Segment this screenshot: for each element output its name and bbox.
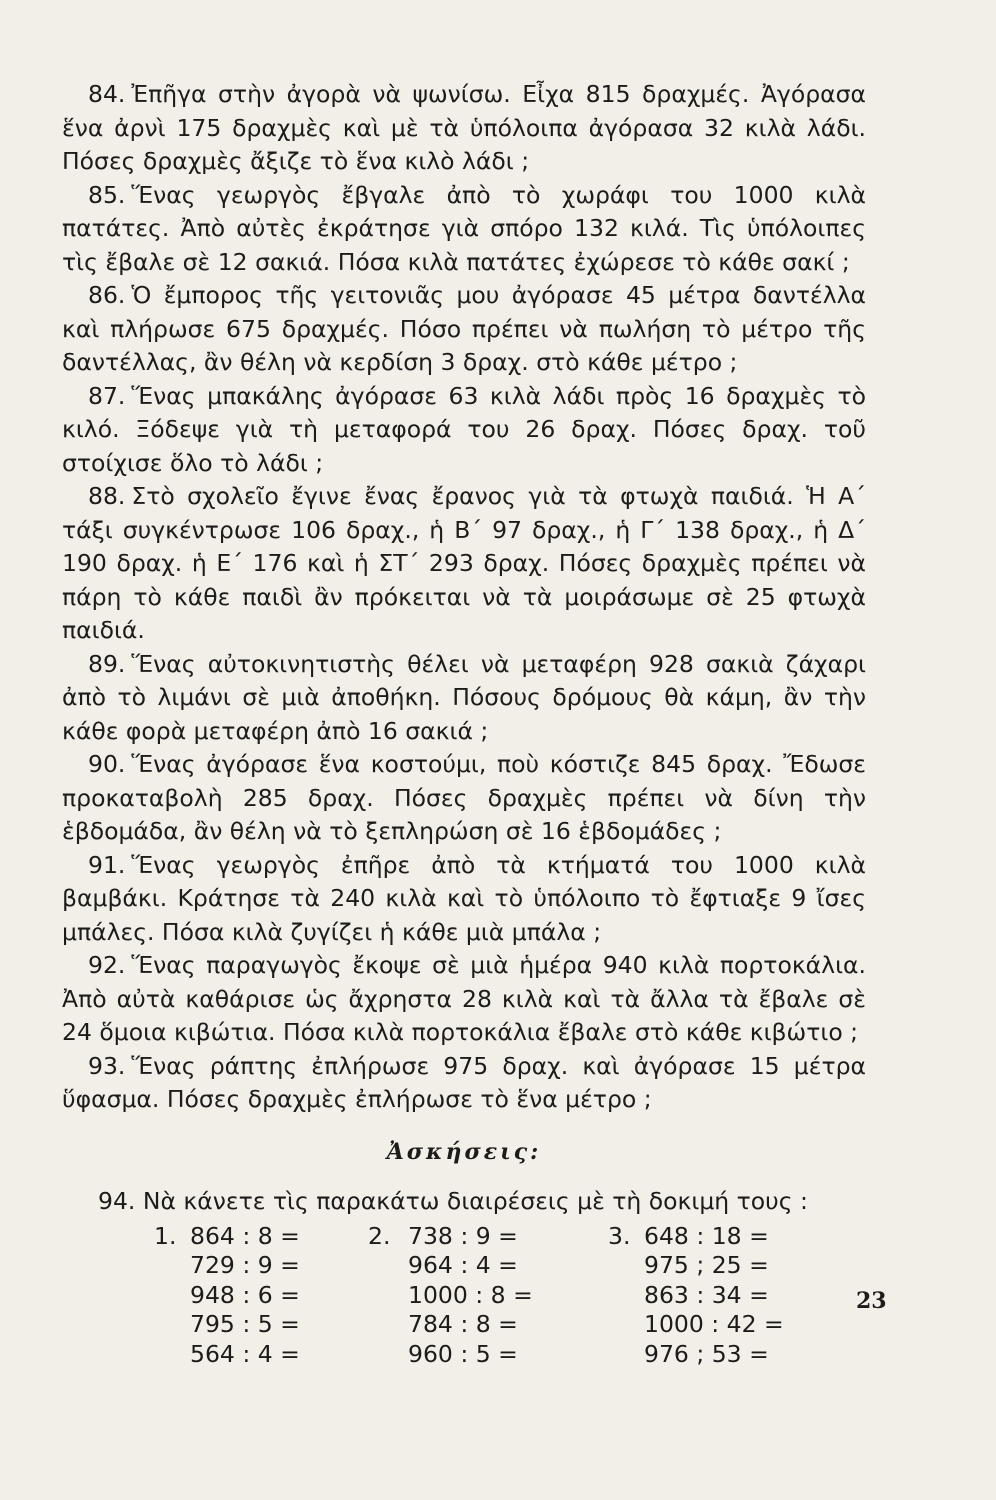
division-item: 1000 : 8 = (408, 1280, 533, 1309)
division-item: 784 : 8 = (408, 1310, 518, 1338)
division-exercises (62, 1222, 866, 1372)
division-item: 863 : 34 = (644, 1280, 769, 1309)
problem-number: 88. (88, 482, 126, 510)
problem-text: Στὸ σχολεῖο ἔγινε ἔνας ἔρανος γιὰ τὰ φτωχὰ παιδιά. Ἡ Α΄ τάξι συγκέντρωσε 106 δραχ., ἡ Β΄ 97 δραχ., ἡ Γ΄ 138 δραχ., ἡ Δ΄ 190 δραχ. ἡ Ε΄ 176 καὶ ἡ ΣΤ΄ 293 δραχ. Πόσες δραχμὲς πρέπει νὰ πάρη τὸ κάθε παιδὶ ἂν πρόκειται νὰ τὰ μοιράσωμε σὲ 25 φτωχὰ παιδιά. (62, 482, 866, 644)
exercises-heading: Ἀσκήσεις: (386, 1138, 542, 1165)
problem-number: 87. (88, 381, 126, 410)
word-problems (62, 78, 866, 1117)
problem-text: Ἕνας γεωργὸς ἐπῆρε ἀπὸ τὰ κτήματά του 1000 κιλὰ βαμβάκι. Κράτησε τὰ 240 κιλὰ καὶ τὸ ὑπόλοιπο τὸ ἔφτιαξε 9 ἴσες μπάλες. Πόσα κιλὰ ζυγίζει ἡ κάθε μιὰ μπάλα ; (62, 850, 866, 946)
division-item: 564 : 4 = (190, 1339, 300, 1368)
division-column-2 (408, 1222, 533, 1370)
division-item: 1000 : 42 = (644, 1310, 784, 1338)
problem-number: 84. (88, 80, 126, 108)
division-column-3 (644, 1222, 784, 1370)
problem-85 (62, 179, 866, 280)
column-label: 1. (154, 1221, 177, 1250)
problem-number: 86. (88, 281, 126, 309)
division-item: 975 ; 25 = (644, 1251, 769, 1279)
problem-90 (62, 748, 866, 849)
division-item: 976 ; 53 = (644, 1339, 769, 1368)
division-item: 864 : 8 = (190, 1221, 300, 1250)
problem-93 (62, 1050, 866, 1117)
division-column-1 (190, 1222, 300, 1370)
task-94 (98, 1185, 866, 1218)
task-number: 94. (98, 1186, 136, 1215)
column-label: 2. (368, 1221, 391, 1250)
division-item: 795 : 5 = (190, 1310, 300, 1338)
division-item: 960 : 5 = (408, 1339, 518, 1368)
column-label: 3. (608, 1221, 631, 1250)
page-number: 23 (856, 1288, 887, 1314)
problem-text: Ἕνας γεωργὸς ἔβγαλε ἀπὸ τὸ χωράφι του 1000 κιλὰ πατάτες. Ἀπὸ αὐτὲς ἐκράτησε γιὰ σπόρο 132 κιλά. Τὶς ὑπόλοιπες τὶς ἔβαλε σὲ 12 σακιά. Πόσα κιλὰ πατάτες ἐχώρεσε τὸ κάθε σακί ; (62, 180, 866, 276)
division-item: 964 : 4 = (408, 1251, 518, 1279)
problem-text: Ἕνας μπακάλης ἀγόρασε 63 κιλὰ λάδι πρὸς 16 δραχμὲς τὸ κιλό. Ξόδεψε γιὰ τὴ μεταφορά του 26 δραχ. Πόσες δραχ. τοῦ στοίχισε ὅλο τὸ λάδι ; (62, 381, 866, 477)
problem-88 (62, 480, 866, 648)
problem-87 (62, 380, 866, 481)
task-text: Νὰ κάνετε τὶς παρακάτω διαιρέσεις μὲ τὴ δοκιμή τους : (142, 1186, 808, 1215)
problem-number: 92. (88, 951, 126, 979)
division-item: 738 : 9 = (408, 1221, 518, 1250)
problem-number: 93. (88, 1051, 126, 1080)
division-item: 729 : 9 = (190, 1251, 300, 1279)
problem-89 (62, 648, 866, 749)
division-item: 648 : 18 = (644, 1221, 769, 1250)
problem-text: Ἕνας ἀγόρασε ἕνα κοστούμι, ποὺ κόστιζε 845 δραχ. Ἔδωσε προκαταβολὴ 285 δραχ. Πόσες δραχμὲς πρέπει νὰ δίνη τὴν ἑβδομάδα, ἂν θέλη νὰ τὸ ξεπληρώση σὲ 16 ἑβδομάδες ; (62, 750, 866, 845)
problem-number: 91. (88, 850, 126, 879)
problem-86 (62, 279, 866, 380)
division-item: 948 : 6 = (190, 1280, 300, 1309)
problem-text: Ἕνας παραγωγὸς ἔκοψε σὲ μιὰ ἡμέρα 940 κιλὰ πορτοκάλια. Ἀπὸ αὐτὰ καθάρισε ὡς ἄχρηστα 28 κιλὰ καὶ τὰ ἄλλα τὰ ἔβαλε σὲ 24 ὅμοια κιβώτια. Πόσα κιλὰ πορτοκάλια ἔβαλε στὸ κάθε κιβώτιο ; (62, 951, 866, 1046)
problem-text: Ὁ ἔμπορος τῆς γειτονιᾶς μου ἀγόρασε 45 μέτρα δαντέλλα καὶ πλήρωσε 675 δραχμές. Πόσο πρέπει νὰ πωλήση τὸ μέτρο τῆς δαντέλλας, ἂν θέλη νὰ κερδίση 3 δραχ. στὸ κάθε μέτρο ; (62, 281, 866, 376)
problem-number: 90. (88, 750, 126, 778)
problem-number: 85. (88, 180, 126, 209)
problem-84 (62, 78, 866, 179)
problem-text: Ἕνας ράπτης ἐπλήρωσε 975 δραχ. καὶ ἀγόρασε 15 μέτρα ὕφασμα. Πόσες δραχμὲς ἐπλήρωσε τὸ ἕνα μέτρο ; (62, 1051, 866, 1113)
problem-91 (62, 849, 866, 950)
problem-number: 89. (88, 649, 126, 678)
problem-text: Ἕνας αὐτοκινητιστὴς θέλει νὰ μεταφέρη 928 σακιὰ ζάχαρι ἀπὸ τὸ λιμάνι σὲ μιὰ ἀποθήκη. Πόσους δρόμους θὰ κάμη, ἂν τὴν κάθε φορὰ μεταφέρη ἀπὸ 16 σακιά ; (62, 649, 866, 745)
problem-text: Ἐπῆγα στὴν ἀγορὰ νὰ ψωνίσω. Εἶχα 815 δραχμές. Ἀγόρασα ἕνα ἀρνὶ 175 δραχμὲς καὶ μὲ τὰ ὑπόλοιπα ἀγόρασα 32 κιλὰ λάδι. Πόσες δραχμὲς ἄξιζε τὸ ἕνα κιλὸ λάδι ; (62, 80, 866, 175)
problem-92 (62, 949, 866, 1050)
